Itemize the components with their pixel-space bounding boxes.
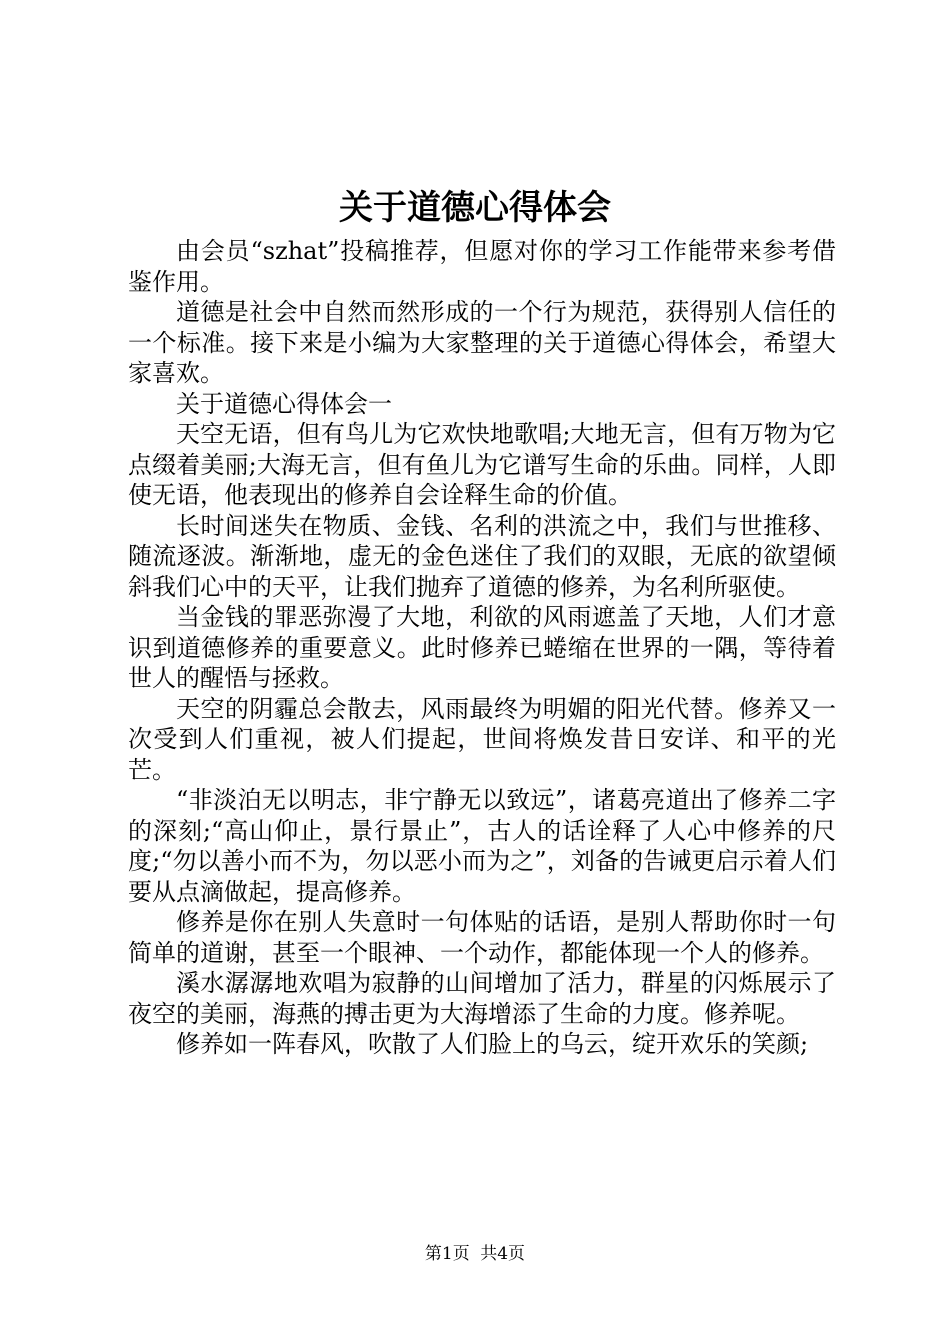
paragraph: 修养是你在别人失意时一句体贴的话语，是别人帮助你时一句简单的道谢，甚至一个眼神、一个动作，都能体现一个人的修养。	[128, 908, 836, 967]
section-heading: 关于道德心得体会一	[176, 389, 392, 418]
paragraph: 天空的阴霾总会散去，风雨最终为明媚的阳光代替。修养又一次受到人们重视，被人们提起，世间将焕发昔日安详、和平的光芒。	[128, 694, 836, 784]
paragraph: 天空无语，但有鸟儿为它欢快地歌唱;大地无言，但有万物为它点缀着美丽;大海无言，但有鱼儿为它谱写生命的乐曲。同样，人即使无语，他表现出的修养自会诠释生命的价值。	[128, 420, 836, 509]
document-body	[128, 236, 836, 1060]
paragraph: 修养如一阵春风，吹散了人们脸上的乌云，绽开欢乐的笑颜;	[176, 1030, 809, 1058]
document-title: 关于道德心得体会	[339, 188, 611, 228]
paragraph: 长时间迷失在物质、金钱、名利的洪流之中，我们与世推移、随流逐波。渐渐地，虚无的金色迷住了我们的双眼，无底的欲望倾斜我们心中的天平，让我们抛弃了道德的修养，为名利所驱使。	[128, 511, 836, 601]
paragraph: 由会员“szhat”投稿推荐，但愿对你的学习工作能带来参考借鉴作用。	[128, 237, 836, 296]
paragraph: “非淡泊无以明志，非宁静无以致远”，诸葛亮道出了修养二字的深刻;“高山仰止，景行景止”，古人的话诠释了人心中修养的尺度;“勿以善小而不为，勿以恶小而为之”，刘备的告诫更启示着人们要从点滴做起，提高修养。	[128, 786, 836, 906]
paragraph: 当金钱的罪恶弥漫了大地，利欲的风雨遮盖了天地，人们才意识到道德修养的重要意义。此时修养已蜷缩在世界的一隅，等待着世人的醒悟与拯救。	[128, 603, 836, 692]
paragraph: 溪水潺潺地欢唱为寂静的山间增加了活力，群星的闪烁展示了夜空的美丽，海燕的搏击更为大海增添了生命的力度。修养呢。	[128, 969, 836, 1028]
paragraph: 道德是社会中自然而然形成的一个行为规范，获得别人信任的一个标准。接下来是小编为大家整理的关于道德心得体会，希望大家喜欢。	[128, 298, 836, 387]
page-number-footer: 第1页 共4页	[424, 1244, 526, 1264]
